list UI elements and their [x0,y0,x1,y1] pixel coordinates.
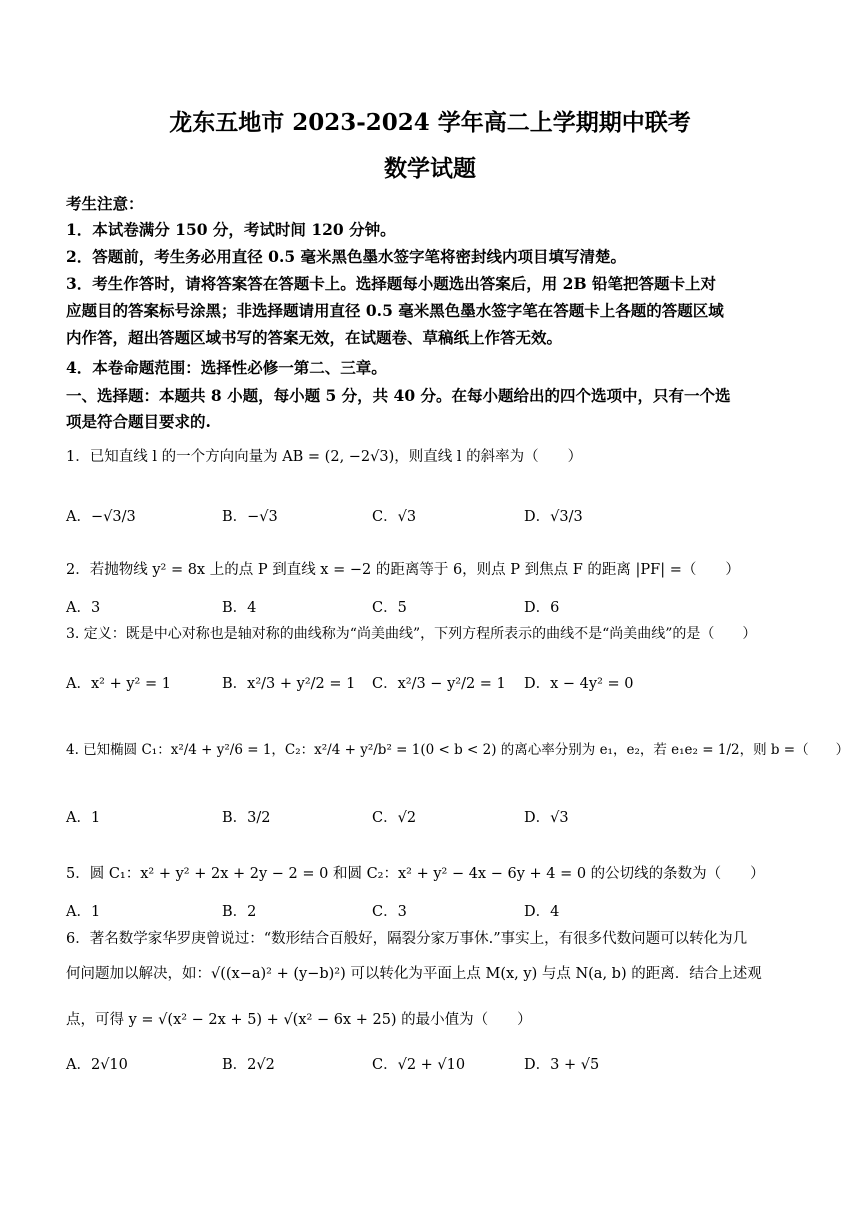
notice-item-4: 4．本卷命题范围：选择性必修一第二、三章。 [66,358,387,377]
question-1-stem: 1．已知直线 l 的一个方向向量为 AB = (2, −2√3)，则直线 l 的斜率为（ ） [66,449,583,465]
question-6-option-a: A．2√10 [66,1057,128,1073]
question-2-option-c: C．5 [372,600,407,616]
question-4-stem: 4. 已知椭圆 C₁：x²/4 + y²/6 = 1，C₂：x²/4 + y²/b² = 1(0 < b < 2) 的离心率分别为 e₁，e₂，若 e₁e₂ = 1/2，则 b =（ ） [66,742,850,758]
question-6-stem-line2: 何问题加以解决，如：√((x−a)² + (y−b)²) 可以转化为平面上点 M(x, y) 与点 N(a, b) 的距离．结合上述观 [66,966,762,982]
question-1-option-c: C．√3 [372,509,417,525]
exam-subtitle: 数学试题 [384,155,476,182]
section-heading-line2: 项是符合题目要求的. [66,412,211,431]
question-3-stem: 3. 定义：既是中心对称也是轴对称的曲线称为“尚美曲线”，下列方程所表示的曲线不是“尚美曲线”的是（ ） [66,626,757,642]
question-5-option-c: C．3 [372,904,407,920]
question-2-option-b: B．4 [222,600,257,616]
question-4-option-b: B．3/2 [222,810,271,826]
notice-item-1: 1．本试卷满分 150 分，考试时间 120 分钟。 [66,220,396,239]
question-5-stem: 5．圆 C₁：x² + y² + 2x + 2y − 2 = 0 和圆 C₂：x² + y² − 4x − 6y + 4 = 0 的公切线的条数为（ ） [66,866,765,882]
notice-item-2: 2．答题前，考生务必用直径 0.5 毫米黑色墨水签字笔将密封线内项目填写清楚。 [66,247,627,266]
question-3-option-a: A．x² + y² = 1 [66,676,171,692]
question-5-option-d: D．4 [524,904,560,920]
question-2-option-a: A．3 [66,600,101,616]
question-2-stem: 2．若抛物线 y² = 8x 上的点 P 到直线 x = −2 的距离等于 6，则点 P 到焦点 F 的距离 |PF| =（ ） [66,562,740,578]
section-heading-line1: 一、选择题：本题共 8 小题，每小题 5 分，共 40 分。在每小题给出的四个选项中，只有一个选 [66,386,731,405]
question-2-option-d: D．6 [524,600,560,616]
question-4-option-a: A．1 [66,810,101,826]
question-5-option-b: B．2 [222,904,257,920]
notice-item-3-end: 内作答，超出答题区域书写的答案无效，在试题卷、草稿纸上作答无效。 [66,328,563,347]
question-1-option-d: D．√3/3 [524,509,583,525]
notice-item-3: 3．考生作答时，请将答案答在答题卡上。选择题每小题选出答案后，用 2B 铅笔把答题卡上对 [66,274,716,293]
question-4-option-d: D．√3 [524,810,569,826]
question-3-option-b: B．x²/3 + y²/2 = 1 [222,676,356,692]
question-1-option-a: A．−√3/3 [66,509,136,525]
question-4-option-c: C．√2 [372,810,417,826]
question-6-option-c: C．√2 + √10 [372,1057,466,1073]
question-6-stem-line1: 6．著名数学家华罗庚曾说过：“数形结合百般好，隔裂分家万事休.”事实上，有很多代数问题可以转化为几 [66,931,748,947]
question-1-option-b: B．−√3 [222,509,278,525]
question-6-option-d: D．3 + √5 [524,1057,600,1073]
notice-heading: 考生注意： [66,194,144,213]
exam-title: 龙东五地市 2023-2024 学年高二上学期期中联考 [169,109,691,136]
question-3-option-c: C．x²/3 − y²/2 = 1 [372,676,506,692]
notice-item-3-cont: 应题目的答案标号涂黑；非选择题请用直径 0.5 毫米黑色墨水签字笔在答题卡上各题的答题区域 [66,301,724,320]
question-6-option-b: B．2√2 [222,1057,275,1073]
question-5-option-a: A．1 [66,904,101,920]
question-6-stem-line3: 点，可得 y = √(x² − 2x + 5) + √(x² − 6x + 25) 的最小值为（ ） [66,1012,532,1028]
question-3-option-d: D．x − 4y² = 0 [524,676,634,692]
